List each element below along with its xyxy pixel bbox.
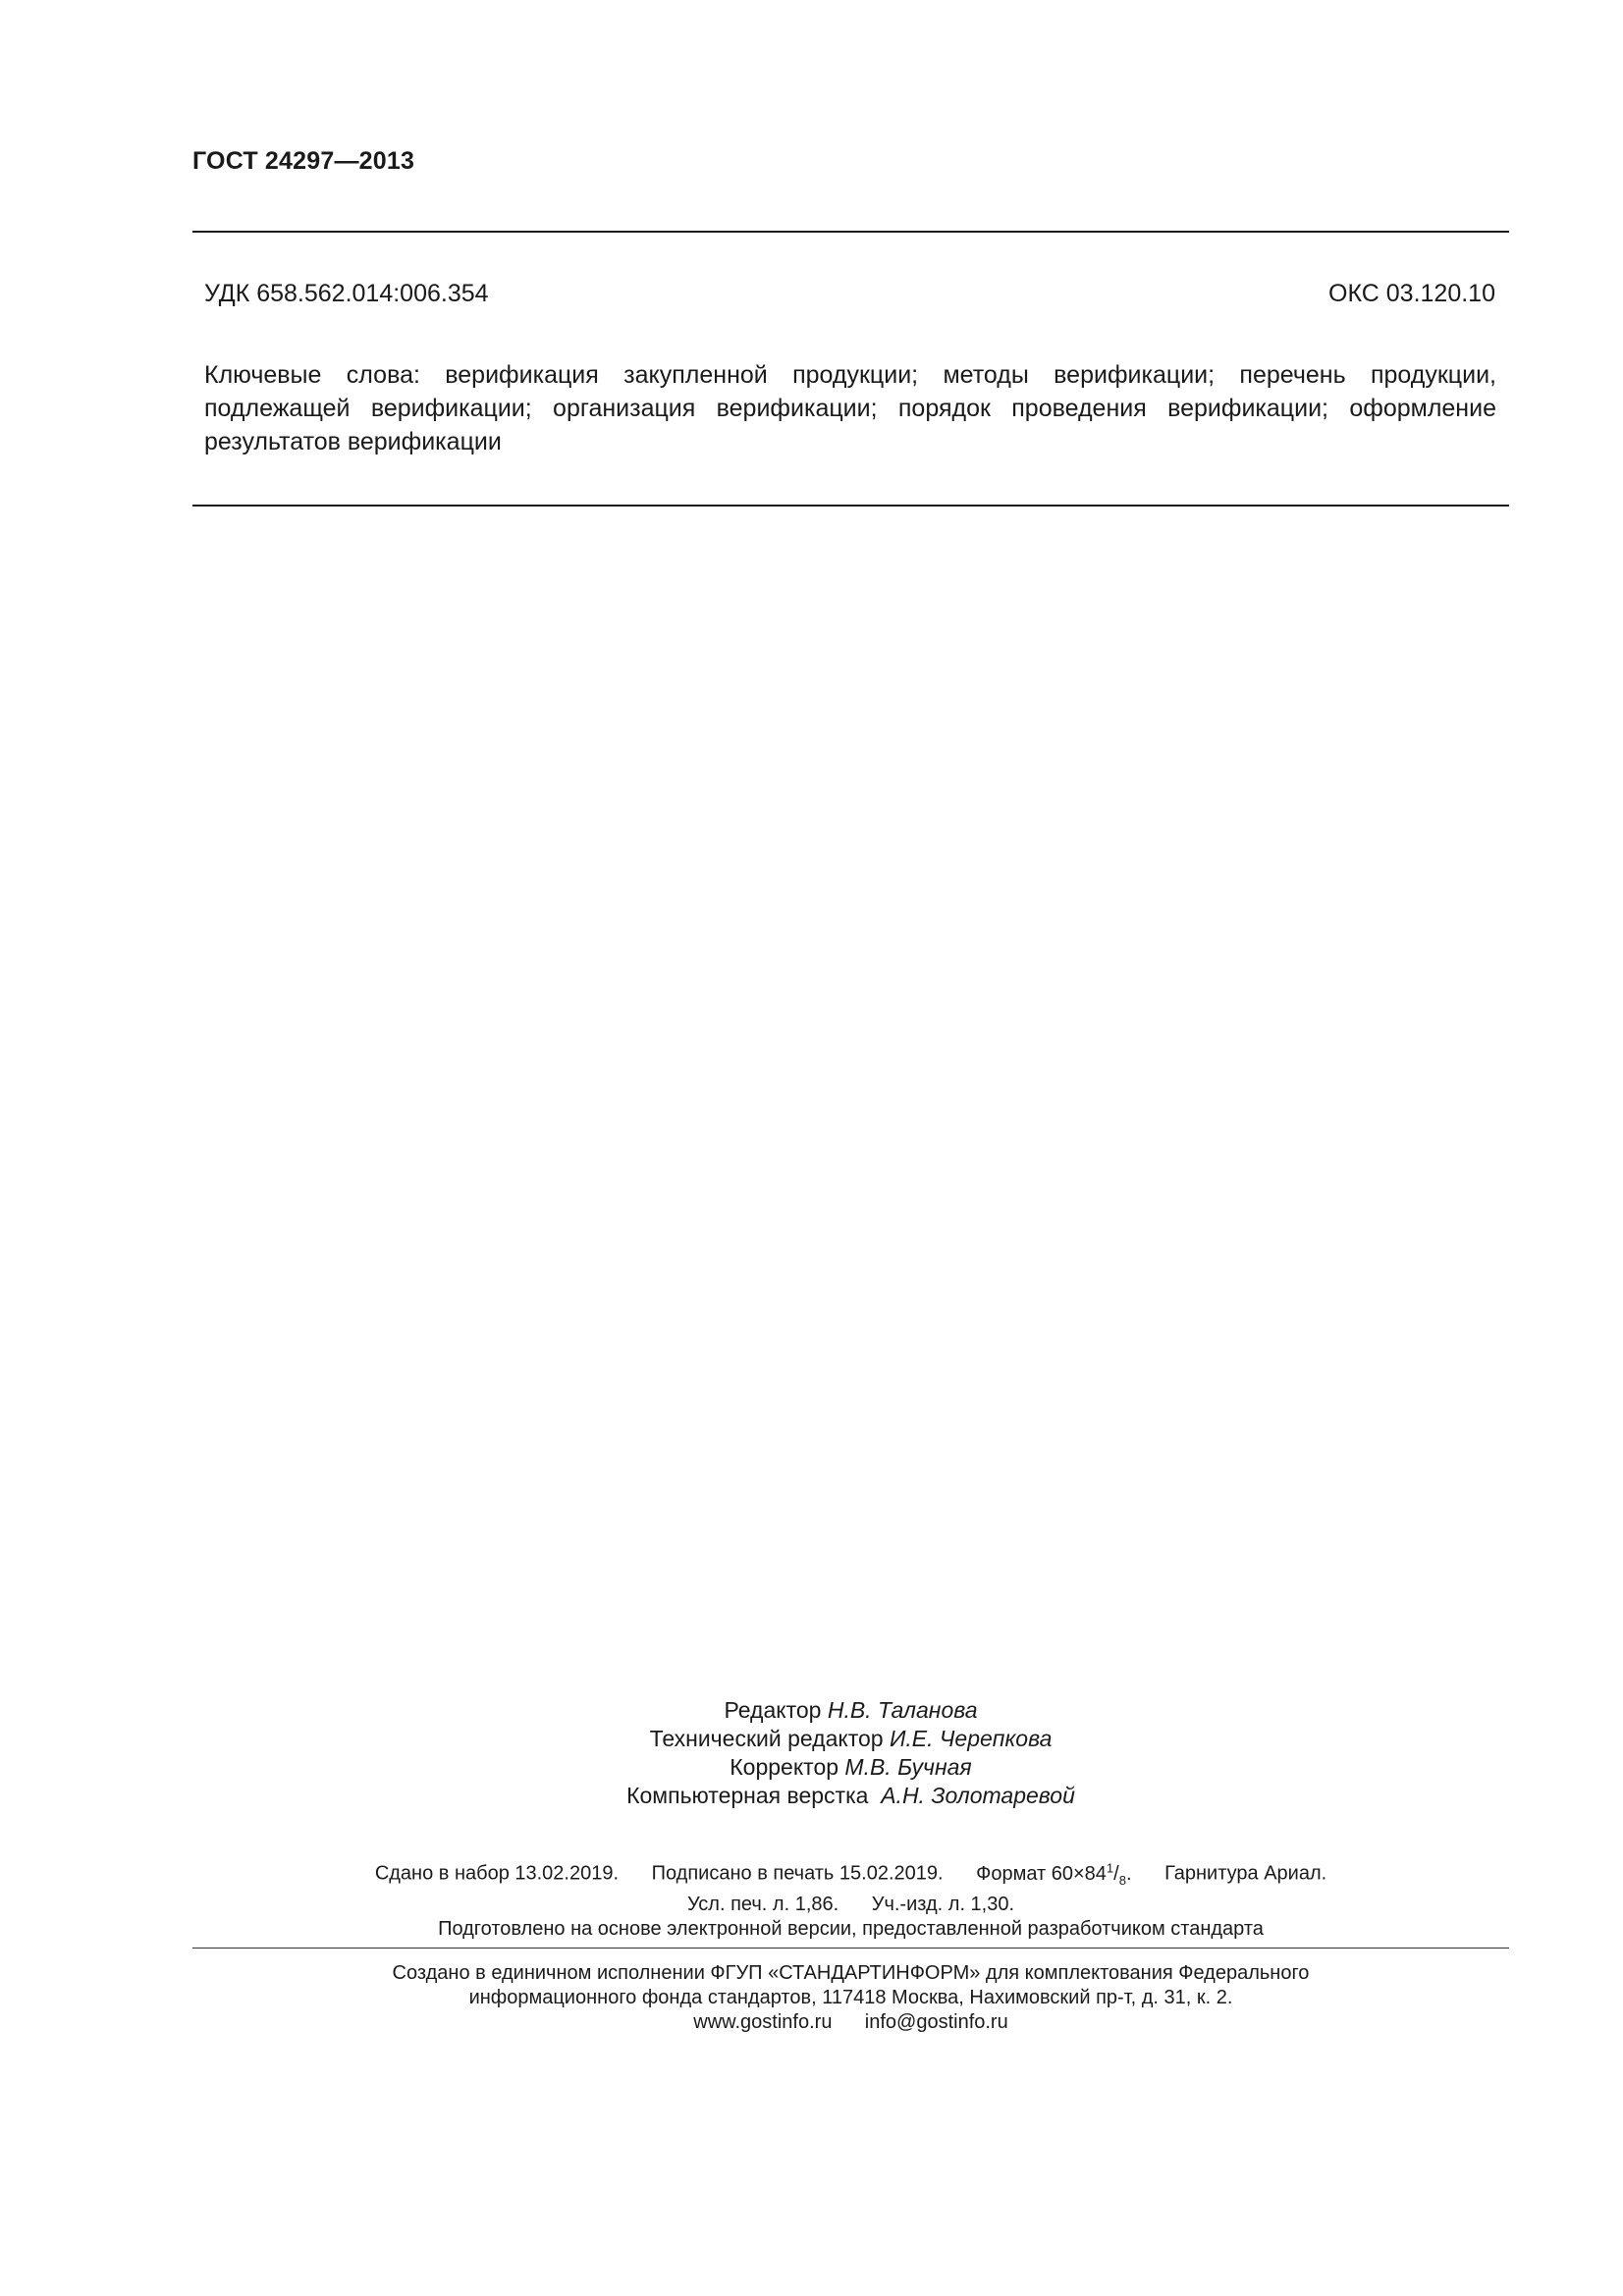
typeface: Гарнитура Ариал. xyxy=(1164,1862,1327,1885)
tech-editor-label: Технический редактор xyxy=(649,1726,884,1751)
tech-editor-line xyxy=(192,1725,1509,1753)
corrector-label: Корректор xyxy=(730,1754,839,1780)
imprint-block xyxy=(192,1855,1509,1942)
bottom-divider xyxy=(192,1948,1509,1949)
publisher-block xyxy=(192,1961,1509,2035)
print-sheets: Усл. печ. л. 1,86. xyxy=(686,1893,839,1915)
keywords-paragraph: Ключевые слова: верификация закупленной продукции; методы верификации; перечень продукции, подлежащей верификации; организация верификации; порядок проведения верификации; оформление результатов верификации xyxy=(204,361,1496,455)
corrector-name: М.В. Бучная xyxy=(844,1754,972,1780)
layout-line xyxy=(192,1782,1509,1810)
editor-label: Редактор xyxy=(724,1697,822,1723)
email-link[interactable]: info@gostinfo.ru xyxy=(864,2011,1008,2033)
tech-editor-name: И.Е. Черепкова xyxy=(889,1726,1053,1751)
imprint-line-2 xyxy=(192,1893,1509,1917)
credits-block xyxy=(192,1696,1509,1810)
standard-number: ГОСТ 24297—2013 xyxy=(192,147,415,175)
publisher-line-2: информационного фонда стандартов, 117418 Москва, Нахимовский пр-т, д. 31, к. 2. xyxy=(468,1987,1233,2008)
publisher-sheets: Уч.-изд. л. 1,30. xyxy=(871,1893,1015,1915)
udk-code: УДК 658.562.014:006.354 xyxy=(204,280,489,307)
top-divider xyxy=(192,231,1509,233)
website-link[interactable]: www.gostinfo.ru xyxy=(693,2011,833,2033)
publisher-line-1: Создано в единичном исполнении ФГУП «СТАНДАРТИНФОРМ» для комплектования Федерального xyxy=(392,1962,1310,1984)
editor-name: Н.В. Таланова xyxy=(827,1697,978,1723)
paper-format: Формат $60\times 84^1/_8$. xyxy=(976,1860,1132,1888)
editor-line xyxy=(192,1696,1509,1725)
prepared-note: Подготовлено на основе электронной версии, предоставленной разработчиком стандарта xyxy=(438,1917,1264,1940)
middle-divider xyxy=(192,505,1509,507)
layout-name: А.Н. Золотаревой xyxy=(881,1783,1075,1808)
imprint-line-1 xyxy=(192,1855,1509,1893)
corrector-line xyxy=(192,1753,1509,1782)
signed-date: Подписано в печать 15.02.2019. xyxy=(651,1862,944,1885)
contacts-line xyxy=(192,2010,1509,2035)
oks-code: ОКС 03.120.10 xyxy=(1328,280,1495,307)
layout-label: Компьютерная верстка xyxy=(626,1783,869,1808)
submitted-date: Сдано в набор 13.02.2019. xyxy=(374,1862,620,1885)
